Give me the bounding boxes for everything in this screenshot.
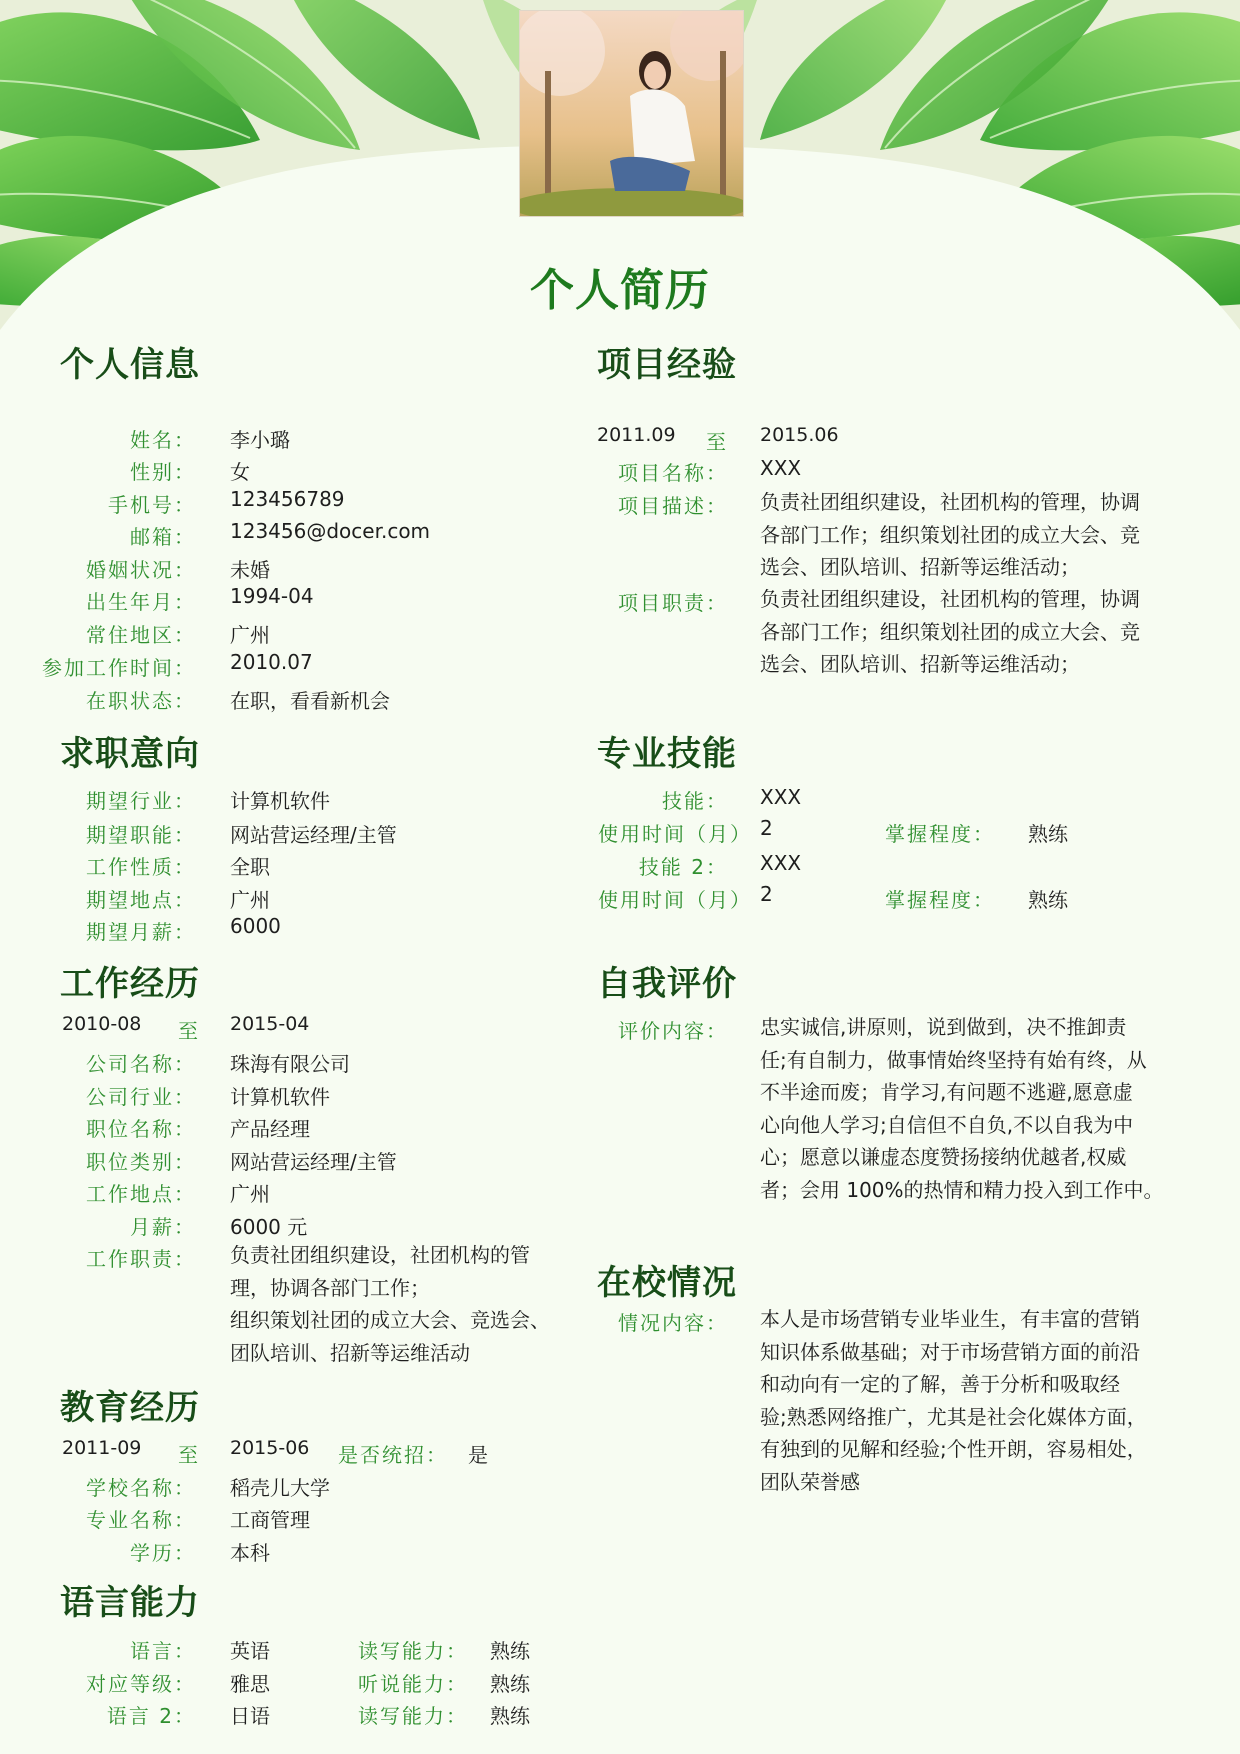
work-duty-text	[230, 1239, 590, 1369]
school-line: 验;熟悉网络推广，尤其是社会化媒体方面，	[760, 1404, 1147, 1429]
school-line: 团队荣誉感	[760, 1469, 860, 1494]
job-status-label: 在职状态：	[86, 689, 196, 713]
skill2-label: 技能 2：	[638, 855, 728, 879]
gender-label: 性别：	[130, 460, 196, 484]
school-line: 知识体系做基础；对于市场营销方面的前沿	[760, 1339, 1140, 1364]
work-duty-line: 负责社团组织建设，社团机构的管	[230, 1243, 530, 1267]
school-name-label: 学校名称：	[86, 1476, 196, 1500]
residence-label: 常住地区：	[86, 623, 196, 647]
skill-level-value: 熟练	[1028, 822, 1068, 846]
work-to-label: 至	[178, 1019, 200, 1043]
skill2-duration-label: 使用时间（月）	[598, 888, 752, 912]
language-label: 语言：	[130, 1639, 196, 1663]
self-eval-label: 评价内容：	[618, 1019, 728, 1043]
project-end-date: 2015.06	[760, 424, 839, 446]
intent-type-value: 全职	[230, 855, 270, 879]
email-value: 123456@docer.com	[230, 519, 431, 543]
position-type-label: 职位类别：	[86, 1150, 196, 1174]
work-location-label: 工作地点：	[86, 1182, 196, 1206]
self-eval-line: 心向他人学习;自信但不自负,不以自我为中	[760, 1112, 1134, 1137]
work-start-date: 2010-08	[62, 1013, 142, 1035]
language-skill-label: 读写能力：	[358, 1704, 468, 1728]
major-label: 专业名称：	[86, 1508, 196, 1532]
school-line: 有独到的见解和经验;个性开朗，容易相处，	[760, 1437, 1147, 1461]
intent-salary-value: 6000	[230, 914, 281, 938]
intent-location-value: 广州	[230, 888, 270, 912]
marital-label: 婚姻状况：	[86, 558, 196, 582]
skills-heading: 专业技能	[597, 734, 737, 774]
page-title: 个人简历	[530, 265, 710, 316]
unified-enrollment-label: 是否统招：	[338, 1443, 448, 1467]
gender-value: 女	[230, 460, 250, 484]
skill2-level-value: 熟练	[1028, 888, 1068, 912]
project-duty-line: 各部门工作；组织策划社团的成立大会、竞	[760, 619, 1140, 644]
skill-duration-value: 2	[760, 816, 773, 840]
self-eval-heading: 自我评价	[597, 964, 737, 1004]
project-duty-text	[760, 583, 1180, 681]
intent-industry-label: 期望行业：	[86, 789, 196, 813]
position-type-value: 网站营运经理/主管	[230, 1150, 397, 1174]
work-duty-line: 组织策划社团的成立大会、竞选会、	[230, 1308, 550, 1332]
skill-value: XXX	[760, 785, 802, 809]
project-desc-label: 项目描述：	[618, 494, 728, 518]
project-duty-line: 负责社团组织建设，社团机构的管理，协调	[760, 587, 1140, 611]
marital-value: 未婚	[230, 558, 270, 582]
self-eval-line: 者；会用 100%的热情和精力投入到工作中。	[760, 1177, 1164, 1202]
education-heading: 教育经历	[60, 1388, 200, 1428]
project-name-label: 项目名称：	[618, 461, 728, 485]
self-eval-text	[760, 1011, 1190, 1206]
company-industry-label: 公司行业：	[86, 1085, 196, 1109]
work-end-date: 2015-04	[230, 1013, 310, 1035]
skill-duration-label: 使用时间（月）	[598, 822, 752, 846]
language-heading: 语言能力	[60, 1583, 200, 1623]
language-value: 英语	[230, 1639, 270, 1663]
language-skill-value: 熟练	[490, 1704, 530, 1728]
language-skill-value: 熟练	[490, 1672, 530, 1696]
position-name-label: 职位名称：	[86, 1117, 196, 1141]
intent-salary-label: 期望月薪：	[86, 920, 196, 944]
name-value: 李小璐	[230, 428, 290, 452]
skill-label: 技能：	[662, 789, 728, 813]
project-desc-text	[760, 486, 1180, 584]
name-label: 姓名：	[130, 428, 196, 452]
project-heading: 项目经验	[597, 345, 737, 385]
self-eval-line: 不半途而废；肯学习,有问题不逃避,愿意虚	[760, 1080, 1133, 1104]
work-start-value: 2010.07	[230, 650, 313, 674]
school-line: 本人是市场营销专业毕业生，有丰富的营销	[760, 1307, 1140, 1331]
email-label: 邮箱：	[130, 525, 196, 549]
unified-enrollment-value: 是	[468, 1443, 488, 1467]
company-name-label: 公司名称：	[86, 1052, 196, 1076]
job-intent-heading: 求职意向	[60, 734, 200, 774]
company-industry-value: 计算机软件	[230, 1085, 330, 1109]
work-history-heading: 工作经历	[60, 964, 200, 1004]
self-eval-line: 忠实诚信,讲原则，说到做到，决不推卸责	[760, 1015, 1127, 1039]
project-start-date: 2011.09	[597, 424, 676, 446]
company-name-value: 珠海有限公司	[230, 1052, 350, 1076]
degree-value: 本科	[230, 1541, 270, 1565]
birth-value: 1994-04	[230, 584, 314, 608]
school-heading: 在校情况	[597, 1263, 737, 1303]
personal-info-heading: 个人信息	[60, 345, 200, 385]
school-name-value: 稻壳儿大学	[230, 1476, 330, 1500]
skill2-duration-value: 2	[760, 882, 773, 906]
language-skill-label: 读写能力：	[358, 1639, 468, 1663]
birth-label: 出生年月：	[86, 590, 196, 614]
work-duty-label: 工作职责：	[86, 1247, 196, 1271]
monthly-salary-value: 6000 元	[230, 1215, 308, 1239]
project-name-value: XXX	[760, 456, 802, 480]
project-to-label: 至	[706, 430, 728, 454]
work-location-value: 广州	[230, 1182, 270, 1206]
work-duty-line: 团队培训、招新等运维活动	[230, 1340, 470, 1365]
job-status-value: 在职，看看新机会	[230, 689, 390, 713]
language2-label: 语言 2：	[106, 1704, 196, 1728]
profile-photo	[519, 10, 744, 217]
language-level-label: 对应等级：	[86, 1672, 196, 1696]
position-name-value: 产品经理	[230, 1117, 310, 1141]
edu-start-date: 2011-09	[62, 1437, 142, 1459]
edu-to-label: 至	[178, 1443, 200, 1467]
degree-label: 学历：	[130, 1541, 196, 1565]
phone-value: 123456789	[230, 487, 345, 511]
work-start-label: 参加工作时间：	[42, 656, 196, 680]
language-level-value: 雅思	[230, 1672, 270, 1696]
intent-type-label: 工作性质：	[86, 855, 196, 879]
intent-industry-value: 计算机软件	[230, 789, 330, 813]
skill2-value: XXX	[760, 851, 802, 875]
language-skill-label: 听说能力：	[358, 1672, 468, 1696]
project-desc-line: 各部门工作；组织策划社团的成立大会、竞	[760, 522, 1140, 547]
school-label: 情况内容：	[618, 1311, 728, 1335]
self-eval-line: 任;有自制力，做事情始终坚持有始有终，从	[760, 1047, 1147, 1072]
skill2-level-label: 掌握程度：	[885, 888, 995, 912]
language-skill-value: 熟练	[490, 1639, 530, 1663]
phone-label: 手机号：	[108, 493, 196, 517]
residence-value: 广州	[230, 623, 270, 647]
self-eval-line: 心；愿意以谦虚态度赞扬接纳优越者,权威	[760, 1145, 1127, 1169]
work-duty-line: 理，协调各部门工作；	[230, 1275, 430, 1300]
intent-function-label: 期望职能：	[86, 823, 196, 847]
skill-level-label: 掌握程度：	[885, 822, 995, 846]
intent-location-label: 期望地点：	[86, 888, 196, 912]
edu-end-date: 2015-06	[230, 1437, 310, 1459]
project-duty-line: 选会、团队培训、招新等运维活动；	[760, 652, 1080, 676]
project-desc-line: 负责社团组织建设，社团机构的管理，协调	[760, 490, 1140, 514]
school-text	[760, 1303, 1190, 1498]
monthly-salary-label: 月薪：	[130, 1215, 196, 1239]
major-value: 工商管理	[230, 1508, 310, 1532]
project-desc-line: 选会、团队培训、招新等运维活动；	[760, 555, 1080, 579]
intent-function-value: 网站营运经理/主管	[230, 823, 397, 847]
language2-value: 日语	[230, 1704, 270, 1728]
project-duty-label: 项目职责：	[618, 591, 728, 615]
school-line: 和动向有一定的了解，善于分析和吸取经	[760, 1372, 1120, 1396]
